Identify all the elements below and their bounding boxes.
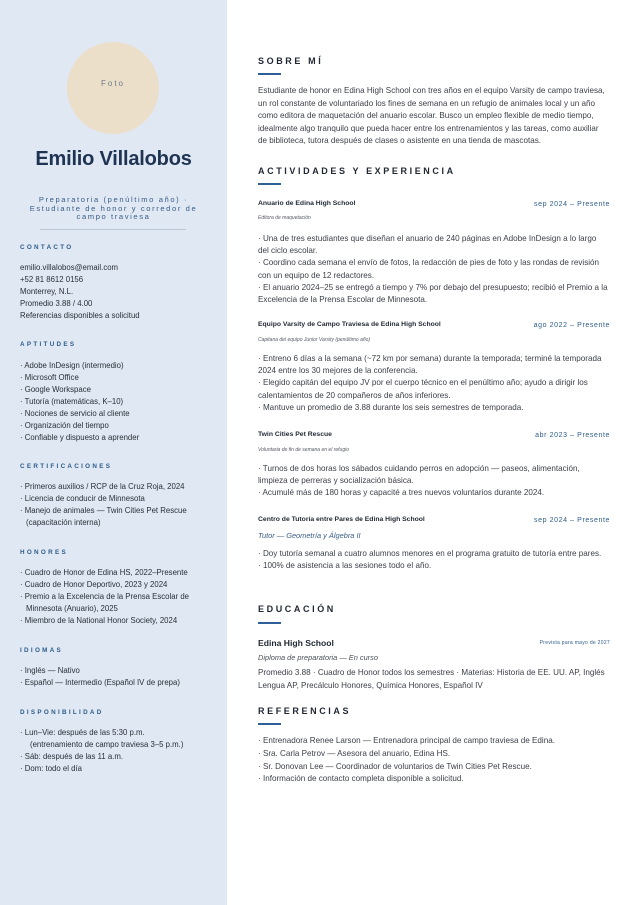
honor-item: · Cuadro de Honor Deportivo, 2023 y 2024	[20, 580, 168, 589]
contact-heading: CONTACTO	[20, 244, 74, 251]
entry-date: sep 2024 – Presente	[533, 201, 610, 208]
about-rule	[258, 73, 281, 75]
entry-bullet: · Doy tutoría semanal a cuatro alumnos menores en el programa gratuito de tutoría entre pares.	[258, 549, 602, 558]
availability-item: · Dom: todo el día	[20, 764, 82, 773]
tagline-line-3: campo traviesa	[76, 212, 151, 221]
skill-item: · Confiable y dispuesto a aprender	[20, 433, 140, 442]
skills-list	[20, 360, 215, 444]
contact-phone: +52 81 8612 0156	[20, 275, 84, 284]
honor-item: · Premio a la Excelencia de la Prensa Escolar de Minnesota (Anuario), 2025	[20, 592, 190, 613]
tagline	[28, 196, 199, 222]
certification-item: · Primeros auxilios / RCP de la Cruz Roja, 2024	[20, 482, 185, 491]
certification-item: · Licencia de conducir de Minnesota	[20, 494, 145, 503]
photo-label: Foto	[100, 79, 125, 88]
sidebar	[0, 0, 227, 905]
certifications-list	[20, 481, 215, 529]
contact-references: Referencias disponibles a solicitud	[20, 311, 140, 320]
about-text: Estudiante de honor en Edina High School con tres años en el equipo Varsity de campo traviesa, un rol constante de voluntariado los fines de semana en un refugio de animales local y un año como editora de maquetación del anuario escolar. Busco un empleo flexible de medio tiempo, idealmente algo tranquilo que pueda hacer entre los entrenamientos y las tareas, como auxiliar de biblioteca, tutora después de clases o asistente en una tienda de mascotas.	[258, 86, 605, 145]
reference-item: · Información de contacto completa disponible a solicitud.	[258, 774, 464, 784]
entry-role: Editora de maquetación	[258, 215, 311, 221]
skill-item: · Google Workspace	[20, 385, 91, 394]
contact-email: emilio.villalobos@email.com	[20, 263, 119, 272]
entry-bullet: · Turnos de dos horas los sábados cuidando perros en adopción — paseos, alimentación, limpieza de perreras y socialización básica.	[258, 464, 580, 486]
activities-rule	[258, 183, 281, 185]
skill-item: · Adobe InDesign (intermedio)	[20, 361, 124, 370]
skill-item: · Tutoría (matemáticas, K–10)	[20, 397, 124, 406]
entry-bullet: · El anuario 2024–25 se entregó a tiempo y 7% por debajo del presupuesto; recibió el Premio a la Excelencia de la Prensa Escolar de Minnesota.	[258, 282, 608, 305]
skill-item: · Nociones de servicio al cliente	[20, 409, 130, 418]
reference-item: · Sra. Carla Petrov — Asesora del anuario, Edina HS.	[258, 748, 451, 758]
honor-item: · Miembro de la National Honor Society, 2024	[20, 616, 178, 625]
entry-date: ago 2022 – Presente	[533, 322, 610, 329]
school-name: Edina High School	[258, 638, 334, 648]
entry-bullets	[258, 353, 608, 414]
entry-role: Voluntaria de fin de semana en el refugio	[258, 447, 349, 453]
tagline-line-2: Estudiante de honor y corredor de	[29, 203, 198, 213]
availability-item: · Sáb: después de las 11 a.m.	[20, 752, 124, 761]
education-rule	[258, 622, 281, 624]
certification-item: · Manejo de animales — Twin Cities Pet Rescue (capacitación interna)	[20, 506, 187, 527]
references-heading: REFERENCIAS	[258, 706, 352, 716]
entry-role: Capitana del equipo Junior Varsity (penúltimo año)	[258, 337, 371, 343]
languages-list	[20, 665, 215, 689]
availability-list	[20, 727, 215, 775]
references-rule	[258, 723, 281, 725]
entry-bullet: · Mantuve un promedio de 3.88 durante los seis semestres de temporada.	[258, 402, 524, 412]
entry-title: Centro de Tutoría entre Pares de Edina High School	[258, 516, 425, 523]
entry-date: sep 2024 – Presente	[533, 517, 610, 524]
reference-item: · Sr. Donovan Lee — Coordinador de voluntarios de Twin Cities Pet Rescue.	[258, 761, 532, 771]
availability-item: · Lun–Vie: después de las 5:30 p.m.	[20, 728, 145, 737]
language-item: · Español — Intermedio (Español IV de prepa)	[20, 678, 180, 687]
availability-heading: DISPONIBILIDAD	[20, 709, 104, 716]
entry-title: Twin Cities Pet Rescue	[258, 431, 332, 438]
contact-list	[20, 262, 215, 322]
sidebar-divider	[40, 229, 186, 230]
references-list	[258, 735, 608, 786]
reference-item: · Entrenadora Renee Larson — Entrenadora principal de campo traviesa de Edina.	[258, 736, 555, 745]
honors-list	[20, 567, 215, 627]
entry-bullets	[258, 548, 608, 572]
contact-location: Monterrey, N.L.	[20, 287, 74, 296]
entry-role: Tutor — Geometría y Álgebra II	[258, 531, 361, 540]
entry-date: abr 2023 – Presente	[535, 432, 610, 439]
entry-title: Equipo Varsity de Campo Traviesa de Edina High School	[258, 321, 441, 328]
entry-bullet: · 100% de asistencia a las sesiones todo el año.	[258, 561, 432, 571]
entry-bullets	[258, 233, 608, 306]
entry-bullet: · Coordino cada semana el envío de fotos, la redacción de pies de foto y las rondas de revisión con un equipo de 12 redactores.	[258, 258, 600, 280]
contact-gpa: Promedio 3.88 / 4.00	[20, 299, 93, 308]
activities-heading: ACTIVIDADES Y EXPERIENCIA	[258, 166, 456, 176]
certifications-heading: CERTIFICACIONES	[20, 463, 113, 470]
skills-heading: APTITUDES	[20, 341, 77, 348]
honor-item: · Cuadro de Honor de Edina HS, 2022–Presente	[20, 568, 188, 577]
education-details: Promedio 3.88 · Cuadro de Honor todos los semestres · Materias: Historia de EE. UU. AP, Inglés Lengua AP, Precálculo Honores, Química Honores, Español IV	[258, 668, 605, 690]
graduation-date: Prevista para mayo de 2027	[539, 640, 610, 646]
entry-bullets	[258, 463, 608, 500]
degree: Diploma de preparatoria — En curso	[258, 653, 378, 662]
entry-bullet: · Elegido capitán del equipo JV por el cuerpo técnico en el penúltimo año; ayudo a dirigir los calentamientos de 20 compañeros de años inferiores.	[258, 378, 588, 400]
education-heading: EDUCACIÓN	[258, 604, 336, 614]
entry-title: Anuario de Edina High School	[258, 200, 356, 207]
candidate-name: Emilio Villalobos	[35, 148, 192, 170]
skill-item: · Organización del tiempo	[20, 421, 109, 430]
language-item: · Inglés — Nativo	[20, 666, 80, 675]
skill-item: · Microsoft Office	[20, 373, 79, 382]
about-heading: SOBRE MÍ	[258, 56, 324, 66]
photo-placeholder	[67, 42, 159, 134]
languages-heading: IDIOMAS	[20, 647, 64, 654]
tagline-line-1: Preparatoria (penúltimo año) ·	[38, 195, 189, 204]
availability-item: (entrenamiento de campo traviesa 3–5 p.m.)	[30, 740, 184, 749]
entry-bullet: · Una de tres estudiantes que diseñan el anuario de 240 páginas en Adobe InDesign a lo largo del ciclo escolar.	[258, 234, 597, 256]
entry-bullet: · Entreno 6 días a la semana (~72 km por semana) durante la temporada; terminé la temporada 2024 entre los 30 mejores de la conferencia.	[258, 354, 602, 376]
entry-bullet: · Acumulé más de 180 horas y capacité a tres nuevos voluntarios durante 2024.	[258, 488, 545, 498]
honors-heading: HONORES	[20, 549, 68, 556]
